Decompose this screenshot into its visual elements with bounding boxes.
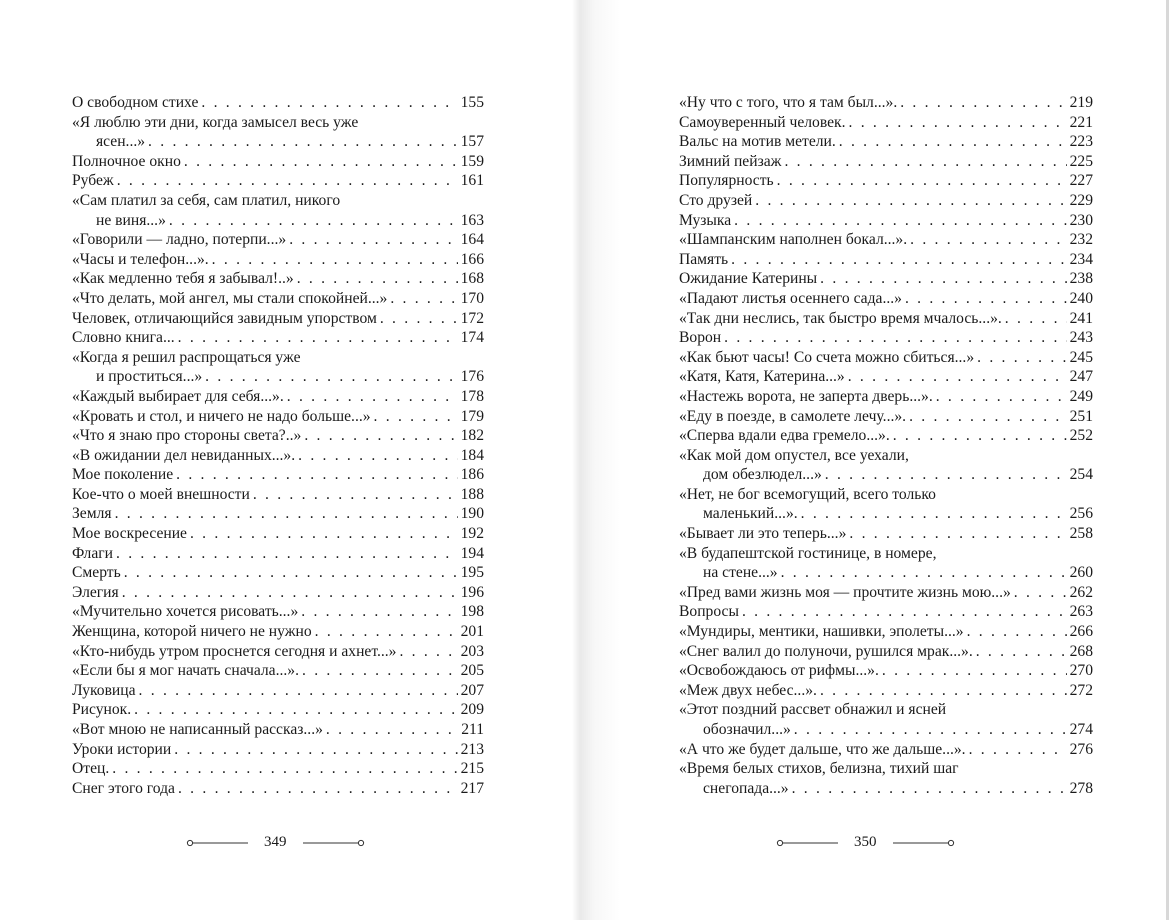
- toc-entry: [679, 602, 1093, 622]
- dot-leader: [936, 387, 1067, 407]
- toc-entry: [72, 681, 484, 701]
- toc-page-number: 232: [1069, 231, 1093, 249]
- toc-entry: [679, 661, 1093, 681]
- toc-page-number: 161: [460, 172, 484, 190]
- toc-entry: [72, 191, 484, 230]
- ornament-line-icon: [893, 839, 955, 847]
- toc-page-number: 254: [1069, 466, 1093, 484]
- table-of-contents-right: [679, 93, 1093, 798]
- toc-entry: [679, 171, 1093, 191]
- dot-leader: [1014, 583, 1067, 603]
- dot-leader: [731, 250, 1066, 270]
- toc-page-number: 164: [460, 231, 484, 249]
- toc-entry: [72, 289, 484, 309]
- toc-page-number: 221: [1069, 113, 1093, 131]
- toc-entry-title: «Шампанским наполнен бокал...».: [679, 231, 908, 249]
- toc-page-number: 247: [1069, 368, 1093, 386]
- toc-page-number: 241: [1069, 309, 1093, 327]
- toc-entry-title: «Мучительно хочется рисовать...»: [72, 603, 299, 621]
- dot-leader: [289, 230, 457, 250]
- toc-entry-title-line: «Когда я решил распрощаться уже: [72, 348, 301, 366]
- toc-page-number: 225: [1069, 152, 1093, 170]
- toc-entry-title: Память: [679, 250, 729, 268]
- toc-page-number: 174: [460, 329, 484, 347]
- dot-leader: [825, 465, 1067, 485]
- dot-leader: [390, 289, 457, 309]
- toc-entry-title: Уроки истории: [72, 740, 172, 758]
- toc-entry: [679, 700, 1093, 739]
- toc-page-number: 219: [1069, 94, 1093, 111]
- dot-leader: [755, 191, 1066, 211]
- dot-leader: [794, 720, 1067, 740]
- toc-page-number: 198: [460, 603, 484, 621]
- toc-page-number: 201: [460, 623, 484, 641]
- dot-leader: [399, 642, 457, 662]
- toc-entry: [72, 230, 484, 250]
- toc-page-number: 168: [460, 270, 484, 288]
- ornament-line-icon: [776, 839, 838, 847]
- toc-entry-title-line: «Время белых стихов, белизна, тихий шаг: [679, 760, 959, 778]
- dot-leader: [301, 602, 457, 622]
- dot-leader: [302, 661, 458, 681]
- toc-entry: [72, 269, 484, 289]
- toc-entry-title: снегопада...»: [703, 779, 789, 797]
- toc-entry-title: «Что я знаю про стороны света?..»: [72, 427, 302, 445]
- toc-entry-title: обозначил...»: [703, 721, 791, 738]
- toc-entry-title: О свободном стихе: [72, 94, 199, 111]
- toc-entry-last-line: [72, 211, 484, 231]
- dot-leader: [976, 642, 1067, 662]
- toc-page-number: 196: [460, 583, 484, 601]
- toc-entry-title: «Часы и телефон...».: [72, 250, 209, 268]
- dot-leader: [297, 269, 458, 289]
- dot-leader: [849, 113, 1067, 133]
- toc-page-number: 157: [460, 133, 484, 151]
- toc-entry: [72, 348, 484, 387]
- toc-entry-title: Ворон: [679, 329, 722, 347]
- toc-page-number: 211: [461, 721, 484, 738]
- toc-entry-title: «Что делать, мой ангел, мы стали спокойней...»: [72, 289, 388, 307]
- toc-entry: [679, 250, 1093, 270]
- dot-leader: [315, 622, 458, 642]
- toc-entry: [679, 485, 1093, 524]
- toc-entry-title: Полночное окно: [72, 152, 181, 170]
- toc-entry-title: Луковица: [72, 681, 136, 699]
- toc-page-number: 238: [1069, 270, 1093, 288]
- ornament-line-icon: [303, 839, 365, 847]
- dot-leader: [784, 152, 1066, 172]
- toc-entry-title: «Снег валил до полуночи, рушился мрак...».: [679, 642, 973, 660]
- dot-leader: [374, 407, 458, 427]
- toc-entry: [679, 113, 1093, 133]
- page-footer-right: [776, 834, 955, 851]
- toc-entry-title: Самоуверенный человек.: [679, 113, 846, 131]
- toc-entry-title: «Если бы я мог начать сначала...».: [72, 662, 299, 680]
- dot-leader: [905, 289, 1067, 309]
- toc-entry: [679, 152, 1093, 172]
- toc-page-number: 270: [1069, 662, 1093, 680]
- toc-entry: [679, 426, 1093, 446]
- dot-leader: [910, 230, 1066, 250]
- toc-entry: [72, 113, 484, 152]
- toc-page-number: 272: [1069, 681, 1093, 699]
- toc-entry-title: Смерть: [72, 564, 121, 582]
- toc-page-number: 190: [460, 505, 484, 523]
- dot-leader: [139, 681, 458, 701]
- toc-entry: [72, 465, 484, 485]
- page-number: 349: [264, 834, 287, 850]
- dot-leader: [287, 387, 458, 407]
- toc-page-number: 249: [1069, 387, 1093, 405]
- dot-leader: [792, 779, 1067, 799]
- dot-leader: [124, 563, 458, 583]
- toc-entry: [679, 367, 1093, 387]
- dot-leader: [909, 407, 1067, 427]
- toc-page-number: 243: [1069, 329, 1093, 347]
- left-page: [0, 0, 580, 920]
- toc-page-number: 278: [1069, 779, 1093, 797]
- dot-leader: [820, 269, 1066, 289]
- dot-leader: [900, 93, 1066, 113]
- toc-entry: [679, 642, 1093, 662]
- dot-leader: [176, 465, 457, 485]
- toc-page-number: 240: [1069, 289, 1093, 307]
- toc-entry-title: «Так дни неслись, так быстро время мчалось...».: [679, 309, 1002, 327]
- dot-leader: [169, 211, 458, 231]
- dot-leader: [184, 152, 458, 172]
- dot-leader: [201, 93, 457, 113]
- page-number: 350: [854, 834, 877, 850]
- dot-leader: [742, 602, 1067, 622]
- toc-entry-title: «Кровать и стол, и ничего не надо больше...»: [72, 407, 371, 425]
- toc-entry: [72, 700, 484, 720]
- dot-leader: [298, 446, 457, 466]
- toc-entry-title: не виня...»: [96, 211, 166, 229]
- toc-entry-title: Музыка: [679, 211, 732, 229]
- toc-page-number: 182: [460, 427, 484, 445]
- toc-entry: [679, 446, 1093, 485]
- toc-page-number: 229: [1069, 191, 1093, 209]
- toc-entry: [679, 269, 1093, 289]
- toc-page-number: 209: [460, 701, 484, 719]
- toc-entry-title: и проститься...»: [96, 368, 203, 386]
- toc-page-number: 205: [460, 662, 484, 680]
- toc-entry: [72, 524, 484, 544]
- dot-leader: [801, 504, 1067, 524]
- toc-entry-title: «Как медленно тебя я забывал!..»: [72, 270, 294, 288]
- toc-entry: [679, 740, 1093, 760]
- toc-entry-title-line: «Я люблю эти дни, когда замысел весь уже: [72, 113, 359, 131]
- toc-entry-title: «Кто-нибудь утром проснется сегодня и ахнет...»: [72, 642, 397, 660]
- toc-entry-title: «Бывает ли это теперь...»: [679, 525, 847, 543]
- toc-page-number: 245: [1069, 348, 1093, 366]
- toc-entry-title: Земля: [72, 505, 112, 523]
- toc-entry: [72, 250, 484, 270]
- toc-page-number: 262: [1069, 583, 1093, 601]
- toc-entry-title: «Меж двух небес...».: [679, 681, 817, 699]
- toc-entry: [72, 426, 484, 446]
- toc-entry-last-line: [72, 367, 484, 387]
- toc-entry-title-line: «Сам платил за себя, сам платил, никого: [72, 191, 341, 209]
- toc-page-number: 195: [460, 564, 484, 582]
- toc-entry-title: «Мундиры, ментики, нашивки, эполеты...»: [679, 623, 964, 641]
- toc-entry: [679, 289, 1093, 309]
- toc-entry-last-line: [679, 504, 1093, 524]
- toc-entry-title: Мое поколение: [72, 466, 174, 484]
- toc-entry-title: «Как бьют часы! Со счета можно сбиться...»: [679, 348, 975, 366]
- toc-entry-title: Словно книга...: [72, 329, 175, 347]
- toc-entry-title: «Пред вами жизнь моя — прочтите жизнь мою...»: [679, 583, 1011, 601]
- toc-entry: [72, 328, 484, 348]
- toc-entry-last-line: [679, 465, 1093, 485]
- toc-page-number: 186: [460, 466, 484, 484]
- dot-leader: [116, 544, 458, 564]
- toc-page-number: 252: [1069, 427, 1093, 445]
- toc-entry: [72, 563, 484, 583]
- toc-entry: [72, 407, 484, 427]
- dot-leader: [122, 583, 458, 603]
- dot-leader: [205, 367, 457, 387]
- toc-entry-last-line: [679, 720, 1093, 740]
- toc-entry-title: Вопросы: [679, 603, 739, 621]
- toc-page-number: 251: [1069, 407, 1093, 425]
- ornament-line-icon: [186, 839, 248, 847]
- toc-entry: [72, 544, 484, 564]
- toc-page-number: 170: [460, 289, 484, 307]
- toc-page-number: 268: [1069, 642, 1093, 660]
- toc-entry: [72, 504, 484, 524]
- dot-leader: [253, 485, 458, 505]
- toc-entry: [72, 622, 484, 642]
- toc-entry-title: «В ожидании дел невиданных...».: [72, 446, 296, 464]
- toc-entry: [72, 485, 484, 505]
- toc-page-number: 258: [1069, 525, 1093, 543]
- toc-entry: [679, 348, 1093, 368]
- toc-entry: [679, 191, 1093, 211]
- page-footer-left: [186, 834, 365, 851]
- dot-leader: [820, 681, 1067, 701]
- dot-leader: [777, 171, 1067, 191]
- toc-entry-title: Вальс на мотив метели.: [679, 133, 836, 151]
- dot-leader: [734, 211, 1066, 231]
- toc-page-number: 234: [1069, 250, 1093, 268]
- toc-entry: [72, 583, 484, 603]
- dot-leader: [380, 309, 458, 329]
- toc-page-number: 207: [460, 681, 484, 699]
- dot-leader: [112, 759, 457, 779]
- dot-leader: [839, 132, 1067, 152]
- dot-leader: [969, 740, 1067, 760]
- toc-entry: [72, 759, 484, 779]
- dot-leader: [134, 700, 457, 720]
- toc-entry: [72, 602, 484, 622]
- toc-page-number: 215: [460, 760, 484, 778]
- dot-leader: [190, 524, 458, 544]
- toc-page-number: 179: [460, 407, 484, 425]
- dot-leader: [882, 661, 1067, 681]
- toc-entry: [679, 93, 1093, 113]
- toc-entry-title: Рубеж: [72, 172, 114, 190]
- toc-entry-title: Снег этого года: [72, 779, 175, 797]
- dot-leader: [893, 426, 1067, 446]
- dot-leader: [326, 720, 458, 740]
- toc-page-number: 260: [1069, 564, 1093, 582]
- toc-page-number: 266: [1069, 623, 1093, 641]
- toc-entry: [679, 544, 1093, 583]
- toc-entry-title: Элегия: [72, 583, 119, 601]
- toc-entry-title-line: «Как мой дом опустел, все уехали,: [679, 446, 909, 464]
- toc-page-number: 172: [460, 309, 484, 327]
- dot-leader: [724, 328, 1066, 348]
- toc-page-number: 274: [1069, 721, 1093, 738]
- toc-entry: [72, 740, 484, 760]
- toc-entry-title: ясен...»: [96, 133, 146, 151]
- toc-entry-title: «А что же будет дальше, что же дальше...».: [679, 740, 966, 758]
- toc-entry-title: Мое воскресение: [72, 525, 187, 543]
- toc-page-number: 223: [1069, 133, 1093, 151]
- toc-entry: [679, 681, 1093, 701]
- toc-entry: [72, 93, 484, 113]
- toc-entry: [679, 407, 1093, 427]
- toc-page-number: 192: [460, 525, 484, 543]
- toc-entry: [72, 446, 484, 466]
- toc-entry: [72, 152, 484, 172]
- dot-leader: [212, 250, 458, 270]
- toc-entry-title: «Освобождаюсь от рифмы...».: [679, 662, 879, 680]
- toc-page-number: 256: [1069, 505, 1093, 523]
- toc-page-number: 276: [1069, 740, 1093, 758]
- dot-leader: [781, 563, 1067, 583]
- toc-page-number: 188: [460, 485, 484, 503]
- toc-entry: [679, 622, 1093, 642]
- dot-leader: [178, 328, 458, 348]
- toc-entry: [72, 642, 484, 662]
- toc-entry-title: «Настежь ворота, не заперта дверь...».: [679, 387, 933, 405]
- toc-entry-title: Ожидание Катерины: [679, 270, 818, 288]
- toc-entry-last-line: [679, 779, 1093, 799]
- toc-entry-title-line: «Нет, не бог всемогущий, всего только: [679, 485, 936, 503]
- toc-entry-title: «Катя, Катя, Катерина...»: [679, 368, 845, 386]
- dot-leader: [148, 132, 458, 152]
- toc-entry-title: «Сперва вдали едва гремело...».: [679, 427, 890, 445]
- toc-entry: [72, 309, 484, 329]
- toc-entry-title: Женщина, которой ничего не нужно: [72, 623, 312, 641]
- toc-page-number: 159: [460, 152, 484, 170]
- toc-entry-title: Человек, отличающийся завидным упорством: [72, 309, 377, 327]
- toc-entry-title: «Еду в поезде, в самолете лечу...».: [679, 407, 907, 425]
- toc-page-number: 184: [460, 446, 484, 464]
- toc-entry: [72, 779, 484, 799]
- toc-entry-title: на стене...»: [703, 564, 778, 582]
- dot-leader: [117, 171, 458, 191]
- toc-page-number: 166: [460, 250, 484, 268]
- toc-entry-title-line: «В будапештской гостинице, в номере,: [679, 544, 937, 562]
- dot-leader: [115, 504, 458, 524]
- dot-leader: [967, 622, 1067, 642]
- toc-page-number: 194: [460, 544, 484, 562]
- toc-page-number: 217: [460, 779, 484, 797]
- toc-entry: [679, 211, 1093, 231]
- table-of-contents-left: [72, 93, 484, 798]
- toc-page-number: 203: [460, 642, 484, 660]
- toc-entry: [72, 387, 484, 407]
- toc-entry-title: дом обезлюдел...»: [703, 466, 822, 484]
- toc-page-number: 163: [460, 211, 484, 229]
- toc-entry-title: «Ну что с того, что я там был...».: [679, 94, 898, 111]
- dot-leader: [174, 740, 457, 760]
- dot-leader: [178, 779, 458, 799]
- toc-page-number: 213: [460, 740, 484, 758]
- toc-entry: [679, 230, 1093, 250]
- dot-leader: [1005, 309, 1067, 329]
- toc-entry-title: Отец.: [72, 760, 110, 778]
- toc-page-number: 263: [1069, 603, 1093, 621]
- toc-entry-title-line: «Этот поздний рассвет обнажил и ясней: [679, 701, 947, 719]
- toc-entry: [679, 328, 1093, 348]
- toc-entry-title: «Каждый выбирает для себя...».: [72, 387, 284, 405]
- dot-leader: [304, 426, 457, 446]
- toc-page-number: 230: [1069, 211, 1093, 229]
- toc-entry-title: Популярность: [679, 172, 774, 190]
- toc-entry-title: Рисунок.: [72, 701, 132, 719]
- toc-entry: [72, 661, 484, 681]
- toc-entry: [679, 583, 1093, 603]
- toc-entry-title: маленький...».: [703, 505, 798, 523]
- toc-entry-last-line: [679, 563, 1093, 583]
- toc-entry-title: «Падают листья осеннего сада...»: [679, 289, 902, 307]
- toc-entry: [72, 171, 484, 191]
- right-page: [580, 0, 1169, 920]
- toc-entry: [679, 132, 1093, 152]
- toc-entry-title: «Вот мною не написанный рассказ...»: [72, 721, 323, 738]
- toc-entry: [679, 387, 1093, 407]
- toc-entry: [72, 720, 484, 740]
- dot-leader: [848, 367, 1067, 387]
- dot-leader: [849, 524, 1066, 544]
- toc-entry-title: Сто друзей: [679, 191, 753, 209]
- toc-page-number: 155: [460, 94, 484, 111]
- dot-leader: [977, 348, 1066, 368]
- toc-page-number: 176: [460, 368, 484, 386]
- toc-entry-title: Флаги: [72, 544, 113, 562]
- toc-entry-title: Кое-что о моей внешности: [72, 485, 250, 503]
- toc-entry-title: «Говорили — ладно, потерпи...»: [72, 231, 287, 249]
- toc-page-number: 178: [460, 387, 484, 405]
- toc-entry: [679, 524, 1093, 544]
- toc-entry: [679, 759, 1093, 798]
- toc-page-number: 227: [1069, 172, 1093, 190]
- toc-entry-title: Зимний пейзаж: [679, 152, 782, 170]
- toc-entry-last-line: [72, 132, 484, 152]
- toc-entry: [679, 309, 1093, 329]
